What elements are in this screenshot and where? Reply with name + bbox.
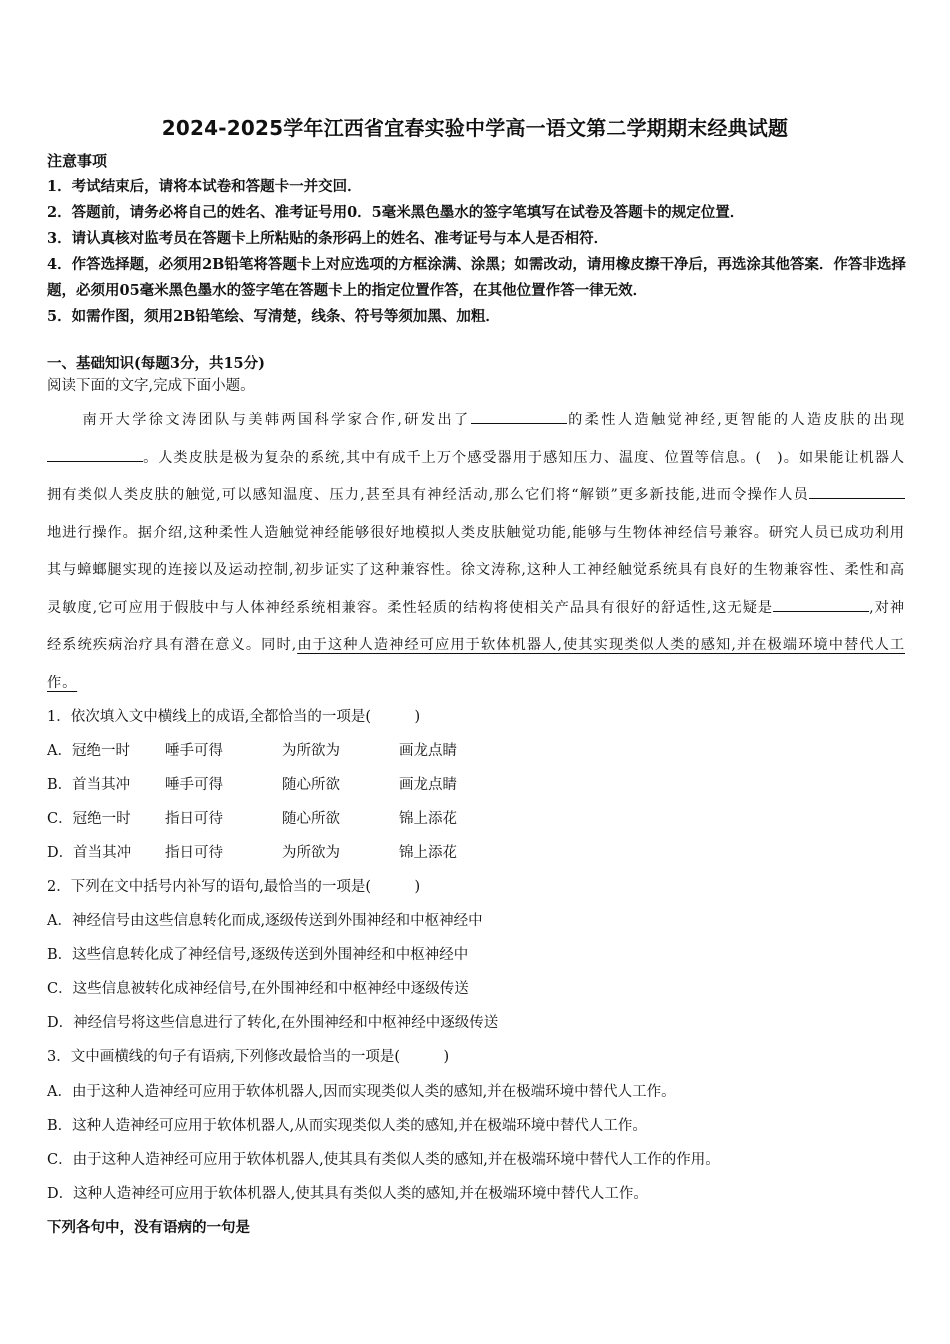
reading-passage xyxy=(47,402,905,702)
passage-text: 。人类皮肤是极为复杂的系统,其中有成千上万个感受器用于感知压力、温度、位置等信息。( )。如果能让机器人拥有类似人类皮肤的触觉,可以感知温度、压力,甚至具有神经活动,那么它们将“解锁”更多新技能,进而令操作人员 xyxy=(47,449,905,503)
question-3-option-d: D．这种人造神经可应用于软体机器人,使其具有类似人类的感知,并在极端环境中替代人工作。 xyxy=(47,1186,648,1202)
notice-item: 3．请认真核对监考员在答题卡上所粘贴的条形码上的姓名、准考证号与本人是否相符． xyxy=(47,230,609,247)
question-2-option-b: B．这些信息转化成了神经信号,逐级传送到外围神经和中枢神经中 xyxy=(47,947,469,963)
notice-list xyxy=(47,174,907,330)
question-2-option-c: C．这些信息被转化成神经信号,在外围神经和中枢神经中逐级传送 xyxy=(47,981,469,997)
option-word: 为所欲为 xyxy=(282,845,340,861)
option-word: C．冠绝一时 xyxy=(47,811,131,827)
question-3-stem: 3．文中画横线的句子有语病,下列修改最恰当的一项是( ) xyxy=(47,1049,450,1065)
question-1-option-c xyxy=(47,807,457,828)
option-word: 指日可待 xyxy=(165,811,223,827)
section-heading: 一、基础知识(每题3分，共15分) xyxy=(47,355,265,372)
option-word: 唾手可得 xyxy=(165,777,223,793)
question-2-stem: 2．下列在文中括号内补写的语句,最恰当的一项是( ) xyxy=(47,879,421,895)
question-2-option-a: A．神经信号由这些信息转化而成,逐级传送到外围神经和中枢神经中 xyxy=(47,913,483,929)
notice-item: 5．如需作图，须用2B铅笔绘、写清楚，线条、符号等须加黑、加粗． xyxy=(47,308,500,325)
option-word: B．首当其冲 xyxy=(47,777,131,793)
fill-blank-1 xyxy=(471,409,567,424)
underlined-sentence: 由于这种人造神经可应用于软体机器人,使其实现类似人类的感知,并在极端环境中替代人工作。 xyxy=(47,637,905,691)
option-word: 随心所欲 xyxy=(282,777,340,793)
question-1-option-a xyxy=(47,739,457,760)
notice-heading: 注意事项 xyxy=(47,152,108,170)
notice-item: 1．考试结束后，请将本试卷和答题卡一并交回． xyxy=(47,178,362,195)
page-title: 2024-2025学年江西省宜春实验中学高一语文第二学期期末经典试题 xyxy=(161,116,789,140)
question-3-option-a: A．由于这种人造神经可应用于软体机器人,因而实现类似人类的感知,并在极端环境中替代人工作。 xyxy=(47,1084,676,1100)
passage-text: 南开大学徐文涛团队与美韩两国科学家合作,研发出了 xyxy=(82,412,471,428)
option-word: 画龙点睛 xyxy=(399,743,457,759)
fill-blank-4 xyxy=(773,597,869,612)
next-question-heading: 下列各句中，没有语病的一句是 xyxy=(47,1219,250,1236)
question-3-option-c: C．由于这种人造神经可应用于软体机器人,使其具有类似人类的感知,并在极端环境中替代人工作的作用。 xyxy=(47,1152,720,1168)
fill-blank-3 xyxy=(809,484,905,499)
option-word: 唾手可得 xyxy=(165,743,223,759)
question-1-option-b xyxy=(47,773,457,794)
fill-blank-2 xyxy=(47,447,143,462)
passage-text: 地进行操作。据介绍,这种柔性人造触觉神经能够很好地模拟人类皮肤触觉功能,能够与生物体神经信号兼容。研究人员已成功利用其与蟑螂腿实现的连接以及运动控制,初步证实了这种兼容性。徐文涛称,这种人工神经触觉系统具有良好的生物兼容性、柔性和高灵敏度,它可应用于假肢中与人体神经系统相兼容。柔性轻质的结构将使相关产品具有很好的舒适性,这无疑是 xyxy=(47,524,905,616)
notice-item: 2．答题前，请务必将自己的姓名、准考证号用0．5毫米黑色墨水的签字笔填写在试卷及答题卡的规定位置． xyxy=(47,204,745,221)
option-word: 画龙点睛 xyxy=(399,777,457,793)
option-word: 随心所欲 xyxy=(282,811,340,827)
passage-text: 的柔性人造触觉神经,更智能的人造皮肤的出现 xyxy=(566,412,905,428)
question-3-option-b: B．这种人造神经可应用于软体机器人,从而实现类似人类的感知,并在极端环境中替代人工作。 xyxy=(47,1118,647,1134)
option-word: A．冠绝一时 xyxy=(47,743,130,759)
option-word: 锦上添花 xyxy=(399,811,457,827)
passage-text: ,对神经系统疾病治疗具有潜在意义。同时, xyxy=(47,599,905,653)
question-1-option-d xyxy=(47,841,457,862)
notice-item: 4．作答选择题，必须用2B铅笔将答题卡上对应选项的方框涂满、涂黑；如需改动，请用橡皮擦干净后，再选涂其他答案．作答非选择题，必须用05毫米黑色墨水的签字笔在答题卡上的指定位置作答，在其他位置作答一律无效． xyxy=(47,256,906,299)
option-word: 指日可待 xyxy=(165,845,223,861)
option-word: 为所欲为 xyxy=(282,743,340,759)
question-2-option-d: D．神经信号将这些信息进行了转化,在外围神经和中枢神经中逐级传送 xyxy=(47,1015,499,1031)
option-word: D．首当其冲 xyxy=(47,845,132,861)
question-1-stem: 1．依次填入文中横线上的成语,全都恰当的一项是( ) xyxy=(47,709,421,725)
option-word: 锦上添花 xyxy=(399,845,457,861)
reading-instruction: 阅读下面的文字,完成下面小题。 xyxy=(47,378,255,394)
